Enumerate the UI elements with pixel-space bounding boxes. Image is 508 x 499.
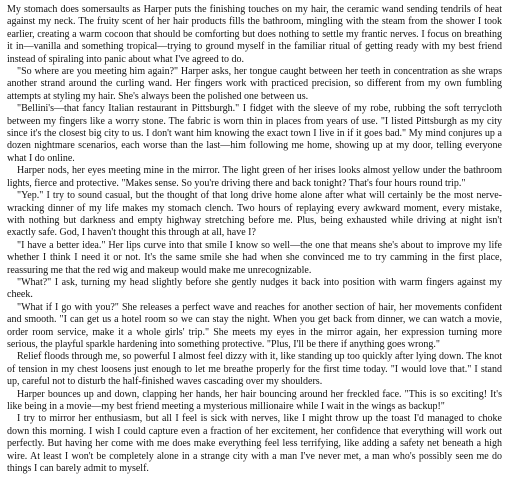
paragraph-11: I try to mirror her enthusiasm, but all I feel is sick with nerves, like I might throw up the toast I'd managed to choke down this morning. I wish I could capture even a fraction of her excitement, her confidence that everything will work out perfectly. But having her come with me does make everything feel less terrifying, like adding a safety net beneath a high wire. At least I won't be completely alone in a strange city with a man I've never met, a man who's possibly seen me do things I can barely admit to myself. (7, 413, 502, 475)
paragraph-3: "Bellini's—that fancy Italian restaurant in Pittsburgh." I fidget with the sleeve of my robe, rubbing the soft terrycloth between my fingers like a worry stone. The fabric is worn thin in places from years of use. "I listed Pittsburgh as my city since it's the closest big city to us. I don't want him knowing the exact town I live in if it goes bad." My mind conjures up a dozen nightmare scenarios, each worse than the last—him following me home, showing up at my door, telling everyone what I do online. (7, 103, 502, 164)
paragraph-7: "What?" I ask, turning my head slightly before she gently nudges it back into position with warm fingers against my cheek. (7, 276, 502, 301)
paragraph-4: Harper nods, her eyes meeting mine in the mirror. The light green of her irises looks almost yellow under the bathroom lights, fierce and protective. "Makes sense. So you're driving there and back tonight? That's four hours round trip." (7, 165, 502, 189)
paragraph-6: "I have a better idea." Her lips curve into that smile I know so well—the one that means she's about to improve my life whether I think I need it or not. It's the same smile she had when she convinced me to try camming in the first place, reassuring me that the red wig and makeup would make me unrecognizable. (7, 239, 502, 276)
paragraph-2: "So where are you meeting him again?" Harper asks, her tongue caught between her teeth in concentration as she wraps another strand around the curling wand. Her fingers work with practiced precision, so different from my own fumbling attempts at styling my hair. She's always been the polished one between us. (7, 66, 502, 102)
paragraph-1: My stomach does somersaults as Harper puts the finishing touches on my hair, the ceramic wand sending tendrils of heat against my neck. The fruity scent of her hair products fills the bathroom, mingling with the steam from the shower I took earlier, creating a warm cocoon that should be comforting but does nothing to settle my frantic nerves. I focus on breathing it in—vanilla and something tropical—trying to ground myself in the familiar ritual of getting ready with my best friend instead of spiraling into panic about what I've agreed to do. (7, 4, 502, 65)
paragraph-8: "What if I go with you?" She releases a perfect wave and reaches for another section of hair, her movements confident and smooth. "I can get us a hotel room so we can stay the night. When you get back from dinner, we can watch a movie, order room service, make it a whole girls' trip." She meets my eyes in the mirror again, her expression turning more serious, the playful sparkle hardening into something protective. "Plus, I'll be there if anything goes wrong." (7, 301, 502, 350)
paragraph-9: Relief floods through me, so powerful I almost feel dizzy with it, like standing up too quickly after lying down. The knot of tension in my chest loosens just enough to let me breathe properly for the first time today. "I would love that." I stand up, careful not to disturb the half-finished waves cascading over my shoulders. (7, 351, 502, 388)
paragraph-10: Harper bounces up and down, clapping her hands, her hair bouncing around her freckled face. "This is so exciting! It's like being in a movie—my best friend meeting a mysterious millionaire while I wait in the wings as backup!" (7, 388, 502, 412)
paragraph-5: "Yep." I try to sound casual, but the thought of that long drive home alone after what will certainly be the most nerve-wracking dinner of my life makes my stomach clench. Two hours of replaying every awkward moment, every mistake, with nothing but darkness and empty highway stretching before me. Plus, being exhausted while driving at night isn't exactly safe. God, I haven't thought this through at all, have I? (7, 190, 502, 239)
